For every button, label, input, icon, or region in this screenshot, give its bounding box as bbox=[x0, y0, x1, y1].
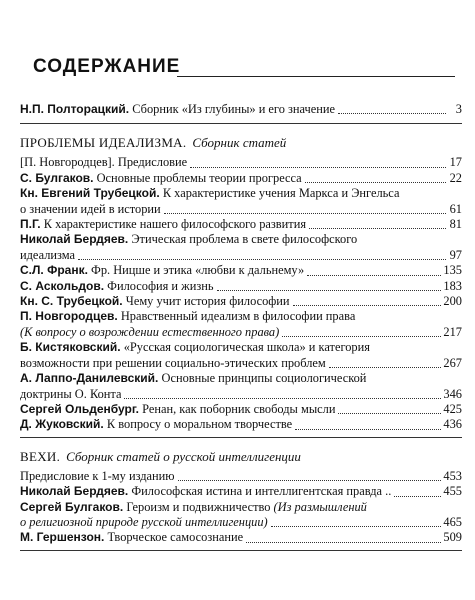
leader-dots bbox=[78, 258, 446, 260]
toc-entry[interactable] bbox=[20, 371, 462, 402]
entry-title: Философия и жизнь bbox=[107, 278, 214, 293]
entry-author: А. Лаппо-Данилевский. bbox=[20, 371, 159, 386]
entry-author: П. Новгородцев. bbox=[20, 309, 118, 324]
entry-title: Ренан, как поборник свободы мысли bbox=[142, 401, 336, 416]
entry-author: Сергей Булгаков. bbox=[20, 499, 124, 514]
entry-title: Фр. Ницше и этика «любви к дальнему» bbox=[91, 263, 305, 278]
entry-title: Основные принципы социологической bbox=[161, 371, 367, 386]
section-divider bbox=[20, 437, 462, 438]
entry-title: Предисловие к 1-му изданию bbox=[20, 468, 175, 483]
entry-page: 509 bbox=[443, 530, 462, 545]
entry-title: Чему учит история философии bbox=[125, 294, 290, 309]
leader-dots bbox=[309, 227, 446, 229]
section-divider bbox=[20, 123, 462, 124]
entry-title: К характеристике учения Маркса и Энгельса bbox=[162, 186, 400, 201]
toc-entry[interactable] bbox=[20, 530, 462, 545]
section-divider bbox=[20, 550, 462, 551]
section-subtitle: Сборник статей о русской интеллигенции bbox=[66, 448, 301, 464]
leader-dots bbox=[305, 181, 446, 183]
entry-page: 465 bbox=[443, 514, 462, 529]
toc-entry[interactable] bbox=[20, 217, 462, 232]
entry-author: Кн. Евгений Трубецкой. bbox=[20, 186, 160, 201]
leader-dots bbox=[338, 112, 446, 114]
entry-title: Предисловие bbox=[117, 155, 188, 170]
toc-entry[interactable] bbox=[20, 232, 462, 263]
entry-page: 453 bbox=[443, 468, 462, 483]
entry-page: 425 bbox=[443, 401, 462, 416]
toc-entry[interactable] bbox=[20, 484, 462, 499]
toc-entry[interactable] bbox=[20, 279, 462, 294]
entry-author: Сергей Ольденбург. bbox=[20, 401, 139, 416]
entry-title: о религиозной природе русской интеллигенции) bbox=[20, 514, 268, 529]
entry-author: Б. Кистяковский. bbox=[20, 340, 121, 355]
table-of-contents bbox=[20, 102, 462, 555]
leader-dots bbox=[295, 428, 441, 430]
leader-dots bbox=[271, 525, 442, 527]
toc-entry-intro[interactable] bbox=[20, 102, 462, 117]
entry-page: 17 bbox=[449, 155, 462, 170]
leader-dots bbox=[394, 495, 441, 497]
section-heading bbox=[20, 449, 462, 465]
entry-page: 183 bbox=[443, 278, 462, 293]
toc-entry[interactable] bbox=[20, 186, 462, 217]
entry-page: 3 bbox=[455, 102, 462, 116]
leader-dots bbox=[124, 397, 441, 399]
entry-title: К вопросу о моральном творчестве bbox=[106, 417, 293, 432]
toc-entry[interactable] bbox=[20, 263, 462, 278]
entry-title: Творческое самосознание bbox=[107, 530, 244, 545]
leader-dots bbox=[164, 212, 446, 214]
leader-dots bbox=[282, 335, 441, 337]
heading-rule bbox=[177, 76, 455, 77]
toc-entry[interactable] bbox=[20, 294, 462, 309]
entry-page: 455 bbox=[443, 484, 462, 499]
toc-entry[interactable] bbox=[20, 469, 462, 484]
leader-dots bbox=[329, 366, 442, 368]
entry-author: С. Булгаков. bbox=[20, 170, 94, 185]
entry-title: «Русская социологическая школа» и категория bbox=[123, 340, 370, 355]
toc-entry[interactable] bbox=[20, 402, 462, 417]
section-title: ВЕХИ. bbox=[20, 448, 61, 464]
entry-title: Нравственный идеализм в философии права bbox=[120, 309, 356, 324]
toc-entry[interactable] bbox=[20, 155, 462, 170]
entry-page: 346 bbox=[443, 386, 462, 401]
entry-author: С. Аскольдов. bbox=[20, 278, 105, 293]
toc-entry[interactable] bbox=[20, 500, 462, 531]
entry-title: возможности при решении социально-этических проблем bbox=[20, 355, 326, 370]
entry-author: Николай Бердяев. bbox=[20, 232, 129, 247]
toc-sections bbox=[20, 135, 462, 550]
entry-author: С.Л. Франк. bbox=[20, 263, 88, 278]
toc-entry[interactable] bbox=[20, 309, 462, 340]
entry-author: М. Гершензон. bbox=[20, 530, 105, 545]
entry-page: 217 bbox=[443, 324, 462, 339]
entry-title: Основные проблемы теории прогресса bbox=[96, 170, 302, 185]
toc-entry[interactable] bbox=[20, 417, 462, 432]
entry-title: доктрины О. Конта bbox=[20, 386, 122, 401]
entry-page: 22 bbox=[449, 170, 462, 185]
entry-title: Сборник «Из глубины» и его значение bbox=[132, 102, 336, 116]
entry-page: 267 bbox=[443, 355, 462, 370]
entry-author: Николай Бердяев. bbox=[20, 484, 129, 499]
leader-dots bbox=[338, 412, 441, 414]
entry-author: [П. Новгородцев]. bbox=[20, 155, 115, 170]
entry-author: П.Г. bbox=[20, 217, 41, 232]
leader-dots bbox=[217, 289, 442, 291]
leader-dots bbox=[178, 479, 442, 481]
toc-entry[interactable] bbox=[20, 171, 462, 186]
entry-author: Кн. С. Трубецкой. bbox=[20, 294, 123, 309]
section-subtitle: Сборник статей bbox=[192, 135, 287, 151]
leader-dots bbox=[293, 304, 442, 306]
entry-page: 97 bbox=[449, 247, 462, 262]
entry-title: Этическая проблема в свете философского bbox=[131, 232, 358, 247]
leader-dots bbox=[246, 541, 441, 543]
entry-title: К характеристике нашего философского развития bbox=[43, 217, 307, 232]
entry-page: 135 bbox=[443, 263, 462, 278]
entry-author: Н.П. Полторацкий. bbox=[20, 102, 130, 116]
leader-dots bbox=[190, 166, 446, 168]
entry-page: 436 bbox=[443, 417, 462, 432]
entry-page: 81 bbox=[449, 217, 462, 232]
entry-author: Д. Жуковский. bbox=[20, 417, 104, 432]
section-title: ПРОБЛЕМЫ ИДЕАЛИЗМА. bbox=[20, 135, 187, 151]
entry-title: Героизм и подвижничество (Из размышлений bbox=[126, 499, 367, 514]
entry-title: идеализма bbox=[20, 247, 75, 262]
entry-page: 200 bbox=[443, 294, 462, 309]
page-title: СОДЕРЖАНИЕ bbox=[33, 56, 181, 77]
leader-dots bbox=[307, 274, 441, 276]
entry-title: Философская истина и интеллигентская правда .. bbox=[131, 484, 392, 499]
entry-page: 61 bbox=[449, 201, 462, 216]
entry-title: (К вопросу о возрождении естественного права) bbox=[20, 324, 280, 339]
section-heading bbox=[20, 135, 462, 151]
toc-entry[interactable] bbox=[20, 340, 462, 371]
entry-title: о значении идей в истории bbox=[20, 201, 161, 216]
